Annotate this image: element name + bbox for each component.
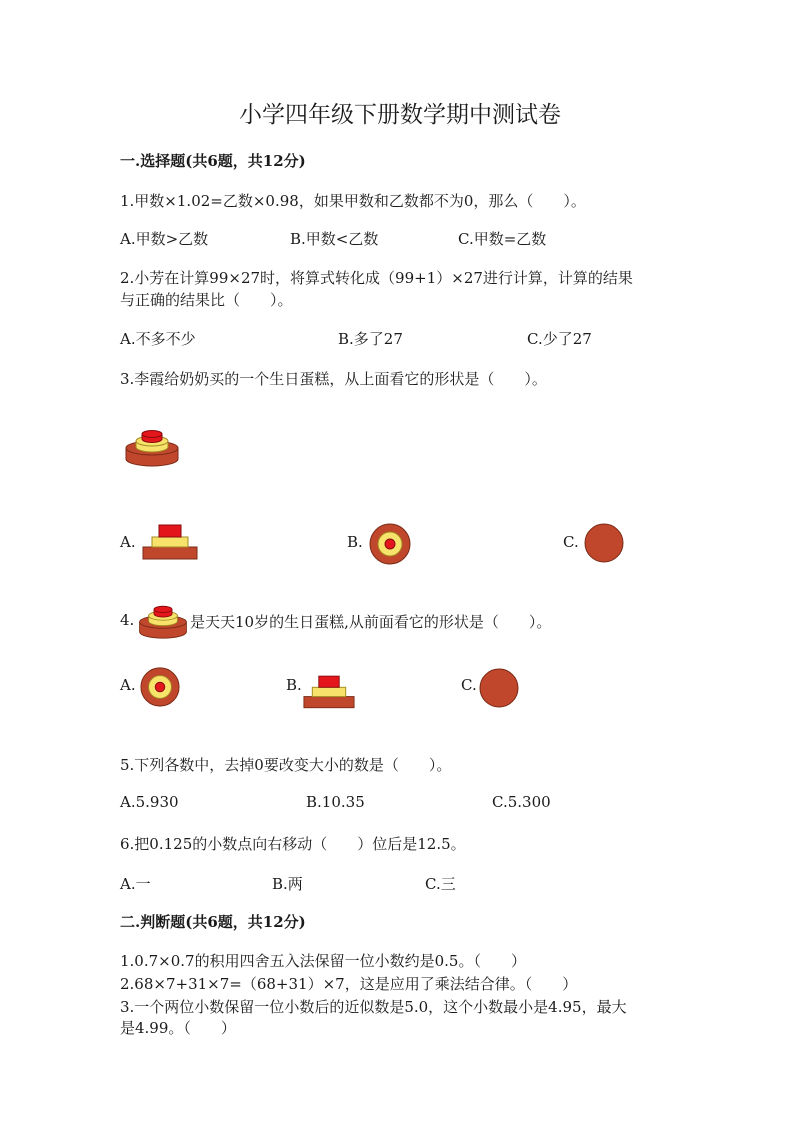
question-1: 1.甲数×1.02=乙数×0.98，如果甲数和乙数都不为0，那么（ ）。 (120, 192, 586, 210)
question-2-line-2: 与正确的结果比（ ）。 (120, 291, 293, 309)
q1-option-c[interactable]: C.甲数=乙数 (458, 230, 547, 248)
question-3: 3.李霞给奶奶买的一个生日蛋糕，从上面看它的形状是（ ）。 (120, 370, 547, 388)
q4-option-a-label[interactable]: A. (120, 676, 136, 694)
q4-option-b-label[interactable]: B. (286, 676, 302, 694)
judgment-item-3-line-2: 是4.99。（ ） (120, 1019, 236, 1037)
q2-option-a[interactable]: A.不多不少 (120, 330, 196, 348)
circle-icon[interactable] (478, 667, 520, 709)
section-heading-choice: 一.选择题(共6题，共12分) (120, 152, 306, 170)
q5-option-c[interactable]: C.5.300 (492, 793, 551, 811)
q1-option-b[interactable]: B.甲数<乙数 (290, 230, 379, 248)
circle-icon[interactable] (583, 522, 625, 564)
q1-option-a[interactable]: A.甲数>乙数 (120, 230, 209, 248)
q2-option-c[interactable]: C.少了27 (527, 330, 592, 348)
top-view-icon[interactable] (368, 522, 412, 566)
q3-option-c-label[interactable]: C. (563, 533, 579, 551)
question-6: 6.把0.125的小数点向右移动（ ）位后是12.5。 (120, 835, 466, 853)
q3-option-a-label[interactable]: A. (120, 533, 136, 551)
cake-3d-icon (136, 604, 190, 640)
front-view-icon[interactable] (303, 673, 355, 709)
q2-option-b[interactable]: B.多了27 (338, 330, 403, 348)
question-4: 是天天10岁的生日蛋糕,从前面看它的形状是（ ）。 (190, 613, 552, 631)
question-5: 5.下列各数中，去掉0要改变大小的数是（ ）。 (120, 756, 452, 774)
q5-option-a[interactable]: A.5.930 (120, 793, 179, 811)
q6-option-b[interactable]: B.两 (272, 875, 303, 893)
judgment-item-3-line-1: 3.一个两位小数保留一位小数后的近似数是5.0，这个小数最小是4.95，最大 (120, 998, 627, 1016)
question-4-number: 4. (120, 611, 135, 629)
page-title: 小学四年级下册数学期中测试卷 (239, 102, 561, 128)
top-view-icon[interactable] (139, 666, 181, 708)
front-view-icon[interactable] (142, 522, 198, 560)
judgment-item-1: 1.0.7×0.7的积用四舍五入法保留一位小数约是0.5。（ ） (120, 952, 526, 970)
judgment-item-2: 2.68×7+31×7=（68+31）×7，这是应用了乘法结合律。（ ） (120, 975, 578, 993)
q3-option-b-label[interactable]: B. (347, 533, 363, 551)
q6-option-c[interactable]: C.三 (425, 875, 456, 893)
q6-option-a[interactable]: A.一 (120, 875, 151, 893)
q5-option-b[interactable]: B.10.35 (306, 793, 365, 811)
section-heading-judgment: 二.判断题(共6题，共12分) (120, 913, 306, 931)
question-2-line-1: 2.小芳在计算99×27时，将算式转化成（99+1）×27进行计算，计算的结果 (120, 269, 633, 287)
cake-3d-icon (124, 428, 180, 468)
q4-option-c-label[interactable]: C. (461, 676, 477, 694)
